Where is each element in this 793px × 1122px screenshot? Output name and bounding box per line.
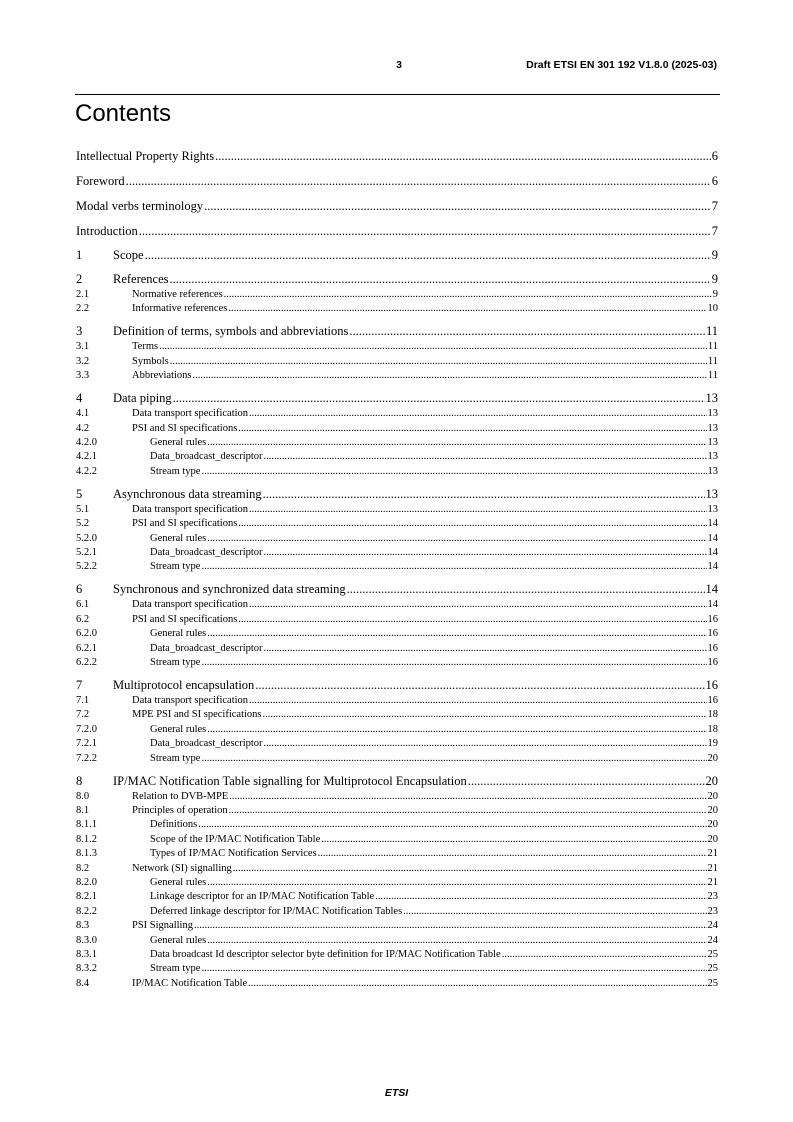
toc-entry-label: Stream type (150, 465, 201, 477)
toc-dot-leader (263, 487, 705, 502)
toc-dot-leader (159, 341, 707, 352)
toc-entry-5[interactable] (76, 487, 718, 503)
toc-entry-page: 23 (707, 891, 718, 903)
toc-dot-leader (238, 614, 706, 625)
footer-etsi: ETSI (384, 1087, 409, 1099)
toc-entry-4-2[interactable] (76, 423, 718, 437)
toc-entry-8-3-2[interactable] (76, 963, 718, 977)
toc-entry-label: IP/MAC Notification Table signalling for Multiprotocol Encapsulation (113, 773, 467, 788)
toc-entry-label: References (113, 272, 169, 286)
toc-entry-7-2[interactable] (76, 709, 718, 723)
toc-entry-number: 8.3.1 (76, 949, 97, 960)
toc-entry-3-3[interactable] (76, 370, 718, 384)
toc-dot-leader (204, 199, 711, 214)
toc-entry-number: 5 (76, 486, 83, 501)
toc-entry-page: 16 (707, 657, 718, 668)
toc-entry-label: Multiprotocol encapsulation (113, 678, 255, 692)
toc-entry-label: Stream type (150, 963, 201, 975)
toc-entry-8-2-2[interactable] (76, 906, 718, 920)
toc-entry-page: 14 (705, 582, 718, 597)
toc-entry-number: 2 (76, 272, 83, 286)
toc-entry-number: 4 (76, 391, 83, 406)
toc-dot-leader (238, 423, 706, 434)
page-number: 3 (396, 59, 402, 71)
toc-entry-label: Foreword (76, 174, 125, 188)
toc-dot-leader (201, 657, 706, 668)
toc-entry-number: 7 (76, 678, 83, 692)
toc-dot-leader (170, 356, 707, 367)
toc-dot-leader (229, 805, 707, 816)
toc-entry-page: 16 (707, 642, 718, 654)
toc-entry-label: Data piping (113, 391, 172, 406)
toc-entry-label: Network (SI) signalling (132, 862, 232, 874)
toc-entry-page: 9 (711, 248, 718, 262)
toc-entry-number: 7.2.1 (76, 738, 97, 750)
toc-entry-number: 8.1.3 (76, 848, 97, 860)
toc-entry-number: 2.2 (76, 303, 90, 315)
toc-entry-number: 8.1.1 (76, 819, 97, 831)
toc-entry-2-2[interactable] (76, 303, 718, 317)
toc-entry-2[interactable] (76, 272, 718, 288)
toc-entry-page: 11 (707, 341, 718, 353)
toc-entry-number: 8.2.1 (76, 891, 97, 903)
toc-entry-label: Data_broadcast_descriptor (150, 451, 263, 463)
toc-entry-page: 20 (707, 752, 718, 764)
toc-entry-number: 8.3 (76, 920, 90, 932)
toc-entry-label: PSI Signalling (132, 920, 193, 932)
toc-dot-leader (249, 599, 706, 610)
toc-dot-leader (126, 174, 711, 189)
toc-dot-leader (170, 272, 711, 287)
toc-entry-4-2-0[interactable] (76, 437, 718, 451)
toc-dot-leader (145, 248, 711, 263)
toc-entry-label: Stream type (150, 561, 201, 573)
toc-entry-label: Intellectual Property Rights (76, 149, 215, 163)
toc-entry-label: General rules (150, 934, 207, 946)
toc-entry-8-1-2[interactable] (76, 834, 718, 848)
toc-entry-page: 13 (707, 451, 718, 463)
toc-entry-5-2[interactable] (76, 518, 718, 532)
toc-entry-6-2[interactable] (76, 614, 718, 628)
toc-entry-label: Synchronous and synchronized data streaming (113, 582, 346, 597)
toc-entry-number: 8.1.2 (76, 833, 97, 845)
toc-dot-leader (349, 324, 705, 339)
toc-entry-label: Terms (132, 341, 159, 353)
toc-entry-number: 6.2 (76, 613, 90, 625)
toc-entry-8-1-1[interactable] (76, 819, 718, 833)
toc-dot-leader (403, 906, 706, 917)
toc-entry-number: 8.2.0 (76, 877, 97, 888)
toc-entry-label: Relation to DVB-MPE (132, 790, 229, 802)
toc-dot-leader (224, 289, 712, 300)
toc-dot-leader (502, 949, 707, 960)
toc-entry-label: MPE PSI and SI specifications (132, 709, 262, 721)
toc-entry-label: Data transport specification (132, 599, 249, 611)
toc-entry-7-1[interactable] (76, 695, 718, 709)
toc-dot-leader (264, 738, 707, 749)
toc-dot-leader (207, 877, 706, 888)
toc-entry-label: Definitions (150, 819, 198, 831)
toc-dot-leader (249, 504, 706, 515)
toc-entry-page: 13 (707, 408, 718, 420)
toc-entry-number: 8.3.0 (76, 934, 97, 946)
toc-entry-introduction[interactable] (76, 224, 718, 240)
toc-entry-number: 8.2.2 (76, 905, 97, 917)
toc-entry-number: 2.1 (76, 289, 90, 300)
toc-entry-number: 3.1 (76, 341, 90, 353)
toc-entry-page: 13 (707, 503, 718, 515)
toc-entry-page: 14 (707, 518, 718, 530)
toc-entry-label: Modal verbs terminology (76, 199, 204, 213)
toc-entry-6[interactable] (76, 582, 718, 598)
toc-entry-page: 16 (707, 695, 718, 706)
toc-entry-label: General rules (150, 532, 207, 544)
toc-dot-leader (318, 848, 707, 859)
toc-entry-8[interactable] (76, 774, 718, 790)
toc-entry-7[interactable] (76, 678, 718, 694)
toc-entry-page: 20 (707, 819, 718, 831)
toc-dot-leader (375, 891, 706, 902)
toc-entry-label: Data_broadcast_descriptor (150, 738, 263, 750)
toc-entry-page: 20 (707, 805, 718, 816)
toc-entry-7-2-2[interactable] (76, 753, 718, 767)
toc-entry-foreword[interactable] (76, 174, 718, 190)
toc-entry-page: 14 (707, 547, 718, 558)
toc-dot-leader (228, 303, 706, 314)
toc-entry-number: 4.2 (76, 422, 90, 434)
toc-entry-number: 4.2.1 (76, 451, 97, 463)
toc-entry-page: 20 (707, 790, 718, 802)
toc-entry-number: 3.2 (76, 355, 90, 367)
toc-dot-leader (173, 391, 705, 406)
toc-entry-label: Stream type (150, 657, 201, 668)
toc-entry-page: 21 (707, 862, 718, 874)
toc-dot-leader (207, 437, 706, 448)
toc-entry-page: 16 (705, 678, 718, 692)
toc-entry-number: 6.1 (76, 599, 90, 611)
toc-entry-5-2-2[interactable] (76, 561, 718, 575)
toc-entry-page: 7 (711, 199, 718, 213)
toc-dot-leader (249, 408, 706, 419)
toc-entry-number: 8.3.2 (76, 963, 97, 975)
toc-entry-label: Deferred linkage descriptor for IP/MAC Notification Tables (150, 905, 403, 917)
toc-entry-page: 14 (707, 599, 718, 611)
toc-entry-8-2-1[interactable] (76, 891, 718, 905)
toc-dot-leader (207, 935, 706, 946)
toc-entry-page: 6 (711, 174, 718, 188)
toc-entry-number: 4.1 (76, 408, 90, 420)
toc-dot-leader (207, 628, 706, 639)
toc-entry-label: Principles of operation (132, 805, 228, 816)
toc-entry-label: Data_broadcast_descriptor (150, 547, 263, 558)
toc-dot-leader (468, 774, 705, 789)
toc-entry-number: 5.1 (76, 503, 90, 515)
toc-entry-page: 16 (707, 628, 718, 640)
toc-entry-number: 6.2.0 (76, 628, 97, 640)
toc-entry-intellectual-property-rights[interactable] (76, 149, 718, 165)
toc-entry-page: 16 (707, 613, 718, 625)
toc-entry-label: General rules (150, 628, 207, 640)
toc-entry-number: 8.0 (76, 790, 90, 802)
toc-entry-page: 25 (707, 949, 718, 960)
toc-entry-number: 7.2.0 (76, 723, 97, 735)
toc-entry-number: 7.1 (76, 695, 90, 706)
toc-entry-label: General rules (150, 723, 207, 735)
toc-dot-leader (201, 963, 706, 974)
toc-entry-8-0[interactable] (76, 791, 718, 805)
toc-entry-modal-verbs-terminology[interactable] (76, 199, 718, 215)
toc-dot-leader (198, 819, 706, 830)
toc-dot-leader (215, 149, 711, 164)
toc-dot-leader (233, 863, 707, 874)
toc-entry-8-3[interactable] (76, 920, 718, 934)
document-id: Draft ETSI EN 301 192 V1.8.0 (2025-03) (526, 59, 717, 71)
toc-entry-label: IP/MAC Notification Table (132, 977, 248, 989)
toc-entry-number: 5.2.0 (76, 532, 97, 544)
toc-entry-1[interactable] (76, 248, 718, 264)
toc-entry-label: Abbreviations (132, 370, 192, 382)
toc-entry-number: 1 (76, 248, 83, 262)
toc-entry-label: Definition of terms, symbols and abbreviations (113, 324, 349, 339)
toc-entry-number: 4.2.0 (76, 437, 97, 448)
toc-dot-leader (321, 834, 706, 845)
toc-entry-3-2[interactable] (76, 356, 718, 370)
toc-entry-page: 7 (711, 224, 718, 238)
toc-entry-page: 14 (707, 561, 718, 573)
toc-entry-page: 20 (707, 833, 718, 845)
toc-entry-label: Introduction (76, 224, 138, 238)
toc-entry-number: 5.2 (76, 518, 90, 530)
toc-entry-3-1[interactable] (76, 341, 718, 355)
toc-entry-number: 8 (76, 773, 83, 788)
toc-entry-6-2-2[interactable] (76, 657, 718, 671)
toc-dot-leader (238, 518, 706, 529)
toc-entry-page: 13 (707, 422, 718, 434)
toc-dot-leader (264, 451, 707, 462)
toc-entry-number: 7.2 (76, 709, 90, 721)
toc-dot-leader (193, 370, 707, 381)
toc-entry-number: 7.2.2 (76, 752, 97, 764)
toc-entry-6-2-1[interactable] (76, 643, 718, 657)
toc-dot-leader (207, 533, 706, 544)
toc-entry-page: 14 (707, 532, 718, 544)
toc-entry-page: 18 (707, 709, 718, 721)
toc-entry-page: 24 (707, 934, 718, 946)
toc-entry-page: 9 (711, 272, 718, 286)
toc-entry-page: 19 (707, 738, 718, 750)
toc-entry-5-2-0[interactable] (76, 533, 718, 547)
toc-entry-number: 3.3 (76, 370, 90, 382)
toc-entry-page: 13 (707, 465, 718, 477)
toc-dot-leader (201, 561, 706, 572)
toc-dot-leader (248, 978, 706, 989)
toc-entry-label: Informative references (132, 303, 228, 315)
toc-entry-8-3-1[interactable] (76, 949, 718, 963)
toc-entry-label: General rules (150, 437, 207, 448)
toc-entry-label: PSI and SI specifications (132, 613, 238, 625)
page-title: Contents (75, 100, 172, 127)
toc-entry-page: 9 (712, 289, 718, 300)
toc-dot-leader (249, 695, 706, 706)
toc-entry-number: 6 (76, 582, 83, 597)
toc-dot-leader (201, 753, 706, 764)
toc-entry-8-2[interactable] (76, 863, 718, 877)
toc-entry-4-2-1[interactable] (76, 451, 718, 465)
toc-entry-number: 4.2.2 (76, 465, 97, 477)
toc-entry-label: Scope (113, 248, 144, 262)
toc-entry-label: Normative references (132, 289, 223, 300)
toc-entry-label: Data transport specification (132, 695, 249, 706)
toc-dot-leader (264, 547, 707, 558)
toc-entry-page: 6 (711, 149, 718, 163)
toc-entry-label: Data transport specification (132, 503, 249, 515)
toc-entry-number: 6.2.1 (76, 642, 97, 654)
toc-entry-number: 6.2.2 (76, 657, 97, 668)
toc-entry-label: Data transport specification (132, 408, 249, 420)
toc-dot-leader (264, 643, 707, 654)
toc-entry-number: 8.4 (76, 977, 90, 989)
toc-entry-2-1[interactable] (76, 289, 718, 303)
toc-entry-3[interactable] (76, 324, 718, 340)
toc-entry-number: 8.1 (76, 805, 90, 816)
toc-entry-page: 11 (707, 370, 718, 382)
toc-dot-leader (207, 724, 706, 735)
toc-entry-page: 13 (705, 391, 718, 406)
toc-entry-page: 25 (707, 963, 718, 975)
toc-entry-label: Data broadcast Id descriptor selector byte definition for IP/MAC Notification Table (150, 949, 501, 960)
header-rule (75, 94, 720, 95)
toc-entry-page: 20 (705, 773, 718, 788)
toc-entry-label: Types of IP/MAC Notification Services (150, 848, 317, 860)
toc-entry-page: 21 (707, 877, 718, 888)
toc-entry-page: 23 (707, 905, 718, 917)
toc-entry-label: Symbols (132, 355, 169, 367)
toc-entry-8-2-0[interactable] (76, 877, 718, 891)
toc-entry-6-2-0[interactable] (76, 628, 718, 642)
toc-entry-number: 8.2 (76, 862, 90, 874)
toc-dot-leader (263, 709, 707, 720)
toc-entry-label: General rules (150, 877, 207, 888)
toc-dot-leader (194, 920, 707, 931)
toc-entry-8-4[interactable] (76, 978, 718, 992)
toc-entry-page: 10 (707, 303, 718, 315)
toc-dot-leader (255, 678, 704, 693)
toc-entry-5-1[interactable] (76, 504, 718, 518)
toc-dot-leader (229, 791, 706, 802)
toc-entry-label: PSI and SI specifications (132, 518, 238, 530)
toc-entry-6-1[interactable] (76, 599, 718, 613)
toc-entry-number: 5.2.2 (76, 561, 97, 573)
toc-entry-4-2-2[interactable] (76, 466, 718, 480)
toc-entry-page: 24 (707, 920, 718, 932)
toc-dot-leader (201, 466, 706, 477)
toc-entry-label: Scope of the IP/MAC Notification Table (150, 833, 321, 845)
toc-entry-5-2-1[interactable] (76, 547, 718, 561)
toc-entry-page: 13 (707, 437, 718, 448)
toc-dot-leader (139, 224, 711, 239)
toc-dot-leader (347, 582, 705, 597)
toc-entry-4-1[interactable] (76, 408, 718, 422)
toc-entry-8-1[interactable] (76, 805, 718, 819)
toc-entry-8-1-3[interactable] (76, 848, 718, 862)
toc-entry-page: 13 (705, 486, 718, 501)
toc-entry-7-2-1[interactable] (76, 738, 718, 752)
toc-entry-page: 25 (707, 977, 718, 989)
toc-entry-page: 11 (707, 355, 718, 367)
toc-entry-number: 5.2.1 (76, 547, 97, 558)
toc-entry-7-2-0[interactable] (76, 724, 718, 738)
toc-entry-label: Asynchronous data streaming (113, 486, 262, 501)
toc-entry-4[interactable] (76, 391, 718, 407)
toc-entry-label: Stream type (150, 752, 201, 764)
toc-entry-page: 11 (705, 324, 718, 339)
toc-entry-label: Linkage descriptor for an IP/MAC Notification Table (150, 891, 375, 903)
toc-entry-label: PSI and SI specifications (132, 422, 238, 434)
toc-entry-page: 18 (707, 723, 718, 735)
toc-entry-page: 21 (707, 848, 718, 860)
toc-entry-number: 3 (76, 324, 83, 339)
toc-entry-8-3-0[interactable] (76, 935, 718, 949)
toc-entry-label: Data_broadcast_descriptor (150, 642, 263, 654)
